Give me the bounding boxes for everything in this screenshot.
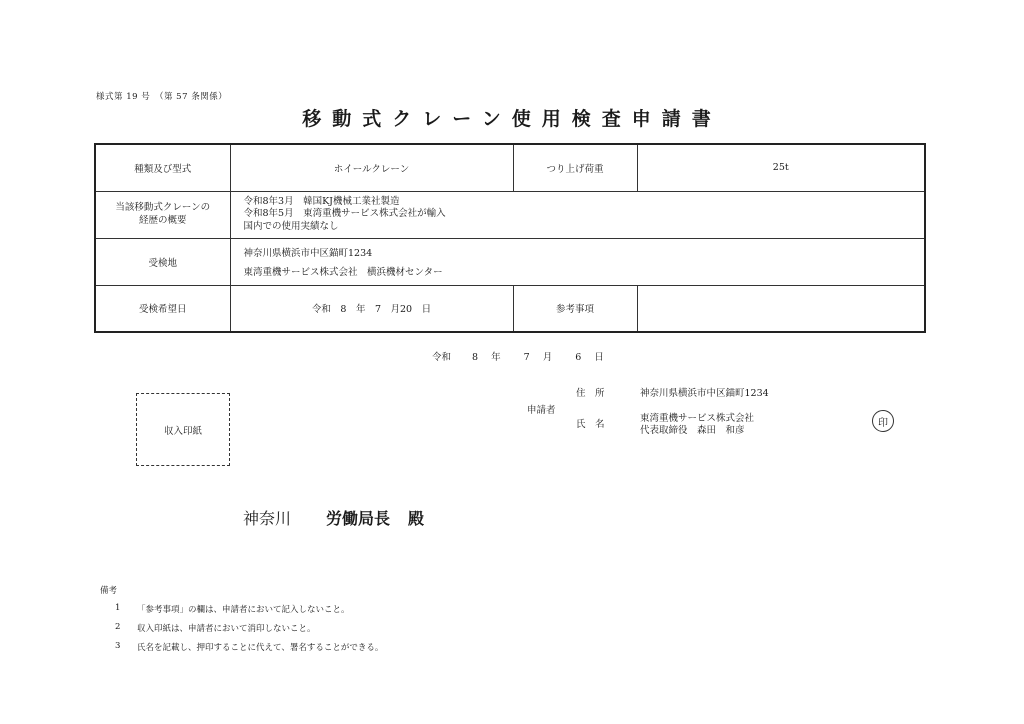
history-line: 国内での使用実績なし <box>243 220 339 232</box>
history-label-line: 経歴の概要 <box>138 214 187 226</box>
name-label: 氏 名 <box>576 419 605 430</box>
representative-name: 代表取締役 森田 和彦 <box>640 425 745 436</box>
note-text: 収入印紙は、申請者において消印しないこと。 <box>137 624 316 634</box>
address-label: 住 所 <box>576 388 605 399</box>
load-value: 25t <box>637 144 925 191</box>
history-value <box>230 191 925 238</box>
destination-honorific: 殿 <box>408 509 425 528</box>
note-number: 2 <box>115 622 121 632</box>
date-year-unit: 年 <box>491 352 501 363</box>
date-year: 8 <box>472 352 479 363</box>
date-month-unit: 月 <box>542 352 553 363</box>
remarks-label: 参考事項 <box>513 285 637 332</box>
history-line: 令和8年5月 東湾重機サービス株式会社が輸入 <box>243 208 446 220</box>
site-label: 受検地 <box>95 238 230 285</box>
date-label: 受検希望日 <box>95 285 230 332</box>
history-label <box>95 191 230 238</box>
revenue-stamp-label: 収入印紙 <box>163 425 202 437</box>
history-label-line: 当該移動式クレーンの <box>115 202 211 213</box>
date-month: 7 <box>523 352 530 363</box>
note-number: 3 <box>115 641 121 651</box>
seal-char: 印 <box>878 417 888 429</box>
type-value: ホイールクレーン <box>230 144 513 191</box>
destination-office: 労働局長 <box>326 509 391 528</box>
note-text: 「参考事項」の欄は、申請者において記入しないこと。 <box>137 605 350 615</box>
address-value: 神奈川県横浜市中区錨町1234 <box>640 388 769 399</box>
site-facility: 東湾重機サービス株式会社 横浜機材センター <box>243 266 443 278</box>
note-text: 氏名を記載し、押印することに代えて、署名することができる。 <box>137 643 384 653</box>
site-address: 神奈川県横浜市中区錨町1234 <box>243 247 373 259</box>
revenue-stamp-box <box>136 393 230 466</box>
date-era: 令和 <box>432 352 452 363</box>
seal-mark <box>872 410 894 432</box>
applicant-label: 申請者 <box>527 405 556 416</box>
notes-heading: 備考 <box>100 586 118 596</box>
remarks-value <box>637 285 925 332</box>
document-title: 移動式クレーン使用検査申請書 <box>302 108 722 130</box>
destination-prefecture: 神奈川 <box>243 509 292 528</box>
form-number: 様式第 19 号 （第 57 条関係） <box>96 92 228 102</box>
date-day-unit: 日 <box>594 352 604 363</box>
application-table <box>94 143 926 333</box>
date-day: 6 <box>575 352 582 363</box>
type-label: 種類及び型式 <box>95 144 230 191</box>
note-number: 1 <box>115 603 121 613</box>
application-date <box>432 349 604 363</box>
date-value: 令和 8 年 7 月20 日 <box>230 285 513 332</box>
company-name: 東湾重機サービス株式会社 <box>640 413 755 424</box>
site-value <box>230 238 925 285</box>
history-line: 令和8年3月 韓国KJ機械工業社製造 <box>243 195 400 207</box>
load-label: つり上げ荷重 <box>513 144 637 191</box>
